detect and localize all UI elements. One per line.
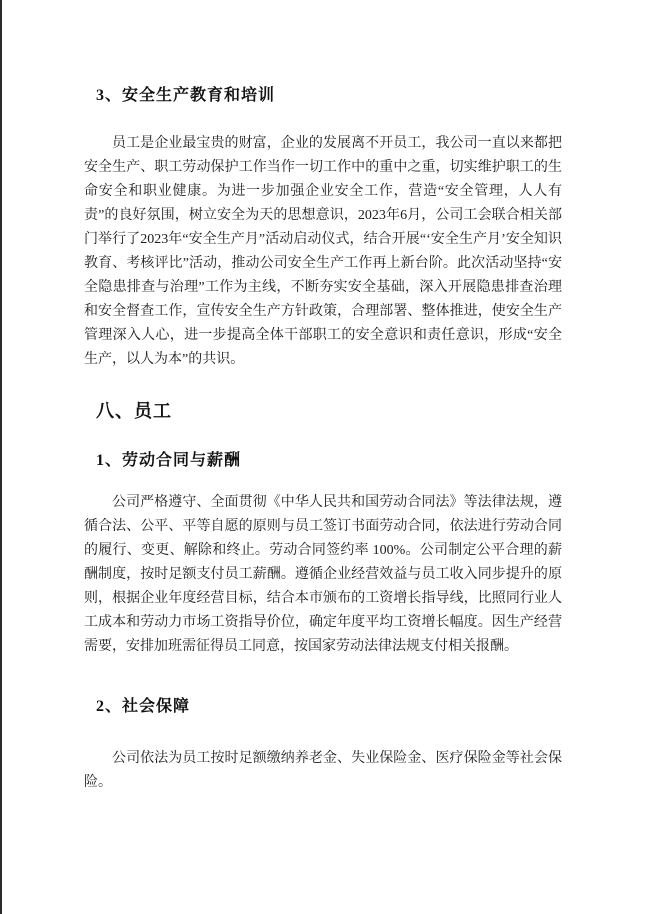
heading-section-employees: 八、员工: [96, 401, 172, 421]
heading-social-security: 2、社会保障: [96, 698, 191, 715]
paragraph-social-security: 公司依法为员工按时足额缴纳养老金、失业保险金、医疗保险金等社会保险。: [84, 751, 562, 790]
heading-labor-contract: 1、劳动合同与薪酬: [96, 452, 242, 469]
paragraph-labor-contract: 公司严格遵守、全面贯彻《中华人民共和国劳动合同法》等法律法规，遵循合法、公平、平等自愿的原则与员工签订书面劳动合同，依法进行劳动合同的履行、变更、解除和终止。劳动合同签约率 100%。公司制定公平合理的薪酬制度，按时足额支付员工薪酬。遵循企业经营效益与员工收入同步提升的原则，根据企业年度经营目标，结合本市颁布的工资增长指导线，比照同行业人工成本和劳动力市场工资指导价位，确定年度平均工资增长幅度。因生产经营需要，安排加班需征得员工同意，按国家劳动法律法规支付相关报酬。: [84, 495, 562, 654]
document-content: [84, 85, 562, 795]
heading-safety-education: 3、安全生产教育和培训: [96, 87, 276, 104]
paragraph-safety-education: 员工是企业最宝贵的财富，企业的发展离不开员工，我公司一直以来都把安全生产、职工劳动保护工作当作一切工作中的重中之重，切实维护职工的生命安全和职业健康。为进一步加强企业安全工作，营造“安全管理，人人有责”的良好氛围，树立安全为天的思想意识，2023年6月，公司工会联合相关部门举行了2023年“安全生产月”活动启动仪式，结合开展“‘安全生产月’安全知识教育、考核评比”活动，推动公司安全生产工作再上新台阶。此次活动坚持“安全隐患排查与治理”工作为主线，不断夯实安全基础，深入开展隐患排查治理和安全督查工作，宣传安全生产方针政策，合理部署、整体推进，使安全生产管理深入人心，进一步提高全体干部职工的安全意识和责任意识，形成“安全生产，以人为本”的共识。: [84, 136, 562, 367]
page-edge-line: [0, 0, 2, 914]
